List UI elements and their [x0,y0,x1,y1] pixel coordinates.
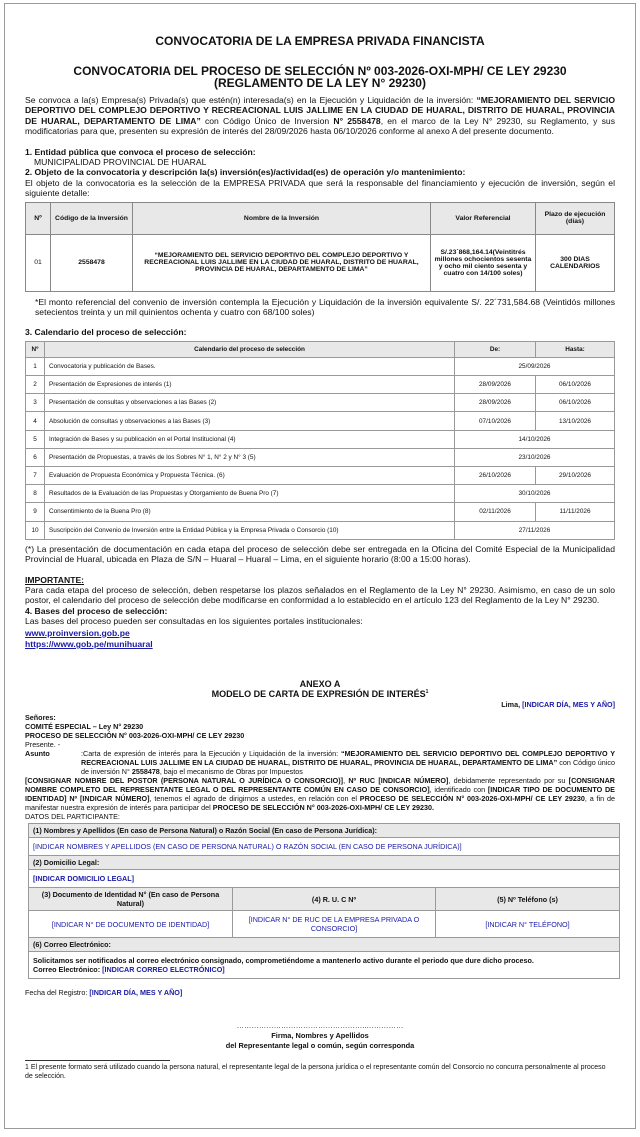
letter-postor: [CONSIGNAR NOMBRE DEL POSTOR (PERSONA NATURAL O JURÍDICA O CONSORCIO)] [25,776,344,786]
calendar-row-number: 2 [26,376,45,394]
calendar-row-activity: Presentación de Expresiones de interés (1) [45,376,455,394]
inv-value: S/.23´868,164.14(Veintitrés millones ochocientos sesenta y ocho mil ciento sesenta y cuatro con 14/100 soles) [431,234,536,291]
calendar-row-number: 1 [26,357,45,375]
company-title: CONVOCATORIA DE LA EMPRESA PRIVADA FINANCISTA [155,34,485,48]
inv-number: 01 [26,234,51,291]
calendar-row [26,448,615,466]
intro-cui: N° 2558478 [333,115,381,126]
inv-code: 2558478 [51,234,133,291]
addressee-senores: Señores: [25,713,56,723]
annex-subtitle-text: MODELO DE CARTA DE EXPRESIÓN DE INTERÉS [211,689,426,700]
calendar-row [26,467,615,485]
letter-t5: , a fin de manifestar nuestra expresión de interés para participar del [25,794,615,813]
process-title-line: CONVOCATORIA DEL PROCESO DE SELECCIÓN Nº 003-2026-OXI-MPH/ CE LEY 29230 [73,64,567,78]
investment-header-row [26,202,615,234]
calendar-row-number: 7 [26,467,45,485]
col-value: Valor Referencial [431,202,536,234]
process-title [25,65,615,89]
calendar-row-activity: Suscripción del Convenio de Inversión entre la Entidad Pública y la Empresa Privada o Consorcio (10) [45,521,455,539]
participant-data-title: DATOS DEL PARTICIPANTE: [25,812,120,822]
calendar-row-date: 25/09/2026 [455,357,615,375]
section3-title: 3. Calendario del proceso de selección: [25,327,187,338]
letter-ruc: Nº RUC [INDICAR NÚMERO] [348,776,449,786]
place-date-value: [INDICAR DÍA, MES Y AÑO] [522,700,615,710]
document-page [4,3,636,1129]
calendar-row-date: 14/10/2026 [455,430,615,448]
form-email-block [29,952,620,979]
registry-label: Fecha del Registro: [25,988,90,998]
place-prefix: Lima, [501,700,523,710]
cal-col-activity: Calendario del proceso de selección [45,341,455,357]
form-address-header: (2) Domicilio Legal: [29,856,620,870]
calendar-row-date: 30/10/2026 [455,485,615,503]
form-email-line [33,965,615,974]
calendar-row [26,521,615,539]
calendar-note: (*) La presentación de documentación en cada etapa del proceso de selección debe ser entregada en la Oficina del Comité Especial de la Municipalidad Provincial de Huaral, ubicada en Plaza de S/N – Huaral – Huaral – Lima, en el siguiente horario (8:00 a 15:00 horas). [25,543,615,565]
cal-col-to: Hasta: [536,341,615,357]
calendar-row-to: 06/10/2026 [536,394,615,412]
links-block [25,627,615,650]
col-term: Plazo de ejecución (días) [536,202,615,234]
calendar-row-activity: Evaluación de Propuesta Económica y Propuesta Técnica. (6) [45,467,455,485]
calendar-body [26,357,615,539]
signature-line2: del Representante legal o común, según corresponda [225,1041,415,1051]
asunto-text-3: , bajo el mecanismo de Obras por Impuestos [159,767,303,777]
letter-paragraph [25,776,615,812]
calendar-row-from: 26/10/2026 [455,467,536,485]
form-email-value[interactable]: [INDICAR CORREO ELECTRÓNICO] [102,965,225,975]
calendar-row [26,503,615,521]
calendar-row-from: 07/10/2026 [455,412,536,430]
calendar-row-activity: Absolución de consultas y observaciones a las Bases (3) [45,412,455,430]
form-name-header: (1) Nombres y Apellidos (En caso de Persona Natural) o Razón Social (En caso de Persona Jurídica): [29,824,620,838]
calendar-row-activity: Presentación de consultas y observaciones a las Bases (2) [45,394,455,412]
form-id-header: (3) Documento de Identidad N° (En caso de Persona Natural) [29,888,233,911]
calendar-row-activity: Presentación de Propuestas, a través de los Sobres N° 1, N° 2 y N° 3 (5) [45,448,455,466]
annex-title: ANEXO A [299,679,341,690]
intro-paragraph [25,95,615,137]
calendar-row-number: 6 [26,448,45,466]
registry-value: [INDICAR DÍA, MES Y AÑO] [89,988,183,998]
reference-note: *El monto referencial del convenio de inversión contempla la Ejecución y Liquidación de la inversión equivalente S/. 22´731,584.68 (Veintidós millones setecientos treinta y un mil quinientos ochenta y cuatro con 68/100 soles) [35,296,615,318]
form-ruc-header: (4) R. U. C Nº [233,888,436,911]
presente: Presente. - [25,740,61,750]
section2-text: El objeto de la convocatoria es la selección de la EMPRESA PRIVADA que será la responsable del financiamiento y ejecución de inversión, según el siguiente detalle: [25,177,615,199]
calendar-row-activity: Resultados de la Evaluación de las Propuestas y Otorgamiento de Buena Pro (7) [45,485,455,503]
letter-t1: , [343,776,349,786]
calendar-row [26,412,615,430]
addressee-process: PROCESO DE SELECCIÓN N° 003-2026-OXI-MPH/ CE LEY 29230 [25,731,245,741]
col-code: Código de la Inversión [51,202,133,234]
important-title: IMPORTANTE: [25,574,85,585]
signature-line1: Firma, Nombres y Apellidos [271,1031,369,1041]
asunto-block [25,749,615,776]
footnote: 1 El presente formato será utilizado cuando la persona natural, el representante legal de la persona jurídica o el representante común del Consorcio no concurra personalmente al proceso de selección. [25,1064,606,1081]
col-name: Nombre de la Inversión [133,202,431,234]
form-ruc-value[interactable]: [INDICAR N° DE RUC DE LA EMPRESA PRIVADA O CONSORCIO] [233,911,436,938]
asunto-text-1: :Carta de expresión de interés para la Ejecución y Liquidación de la inversión: [81,749,341,759]
signature-dots: ……………………………………………..…………… [236,1021,404,1031]
calendar-row-activity: Consentimiento de la Buena Pro (8) [45,503,455,521]
form-email-label: Correo Electrónico: [33,965,103,975]
munihuaral-link[interactable]: https://www.gob.pe/munihuaral [25,639,153,649]
calendar-row-activity: Integración de Bases y su publicación en el Portal Institucional (4) [45,430,455,448]
calendar-row-date: 23/10/2026 [455,448,615,466]
intro-text-2: con Código Único de Inversion [200,115,334,126]
calendar-row [26,485,615,503]
calendar-row [26,430,615,448]
addressee-committee: COMITÉ ESPECIAL – Ley N° 29230 [25,722,144,732]
important-text: Para cada etapa del proceso de selección, deben respetarse los plazos señalados en el Reglamento de la Ley N° 29230. Asimismo, en caso de un solo postor, el calendario del proceso de selección debe modificarse en conformidad a lo establecido en el artículo 123 del Reglamento de la Ley N° 29230. [25,584,615,606]
form-email-header: (6) Correo Electrónico: [29,938,620,952]
col-number: Nº [26,202,51,234]
signature-block [25,1021,615,1051]
asunto-project: “MEJORAMIENTO DEL SERVICIO DEPORTIVO DEL COMPLEJO DEPORTIVO Y RECREACIONAL LUIS JALLIME EN LA CIUDAD DE HUARAL, DISTRITO DE HUARAL, PROVINCIA DE HUARAL, DEPARTAMENTO DE LIMA” [81,749,615,768]
form-notify-text: Solicitamos ser notificados al correo electrónico consignado, comprometiéndome a mantenerlo activo durante el periodo que dure dicho proceso. [33,956,534,966]
letter-t2: , debidamente representado por su [448,776,569,786]
asunto-label: Asunto [25,749,50,759]
calendar-row-number: 10 [26,521,45,539]
asunto-text [81,749,615,776]
intro-text-1: Se convoca a la(s) Empresa(s) Privada(s) que estén(n) interesada(s) en la Ejecución y Liquidación de la inversión: [25,95,477,105]
letter-process-1: PROCESO DE SELECCIÓN N° 003-2026-OXI-MPH/ CE LEY 29230 [359,794,585,804]
cal-col-number: Nº [26,341,45,357]
calendar-row-number: 8 [26,485,45,503]
letter-t3: , identificado con [429,785,488,795]
form-phone-header: (5) Nº Teléfono (s) [436,888,620,911]
calendar-row-number: 9 [26,503,45,521]
asunto-text-2: con Código único de inversión N° [81,758,615,777]
letter-id-doc: [INDICAR TIPO DE DOCUMENTO DE IDENTIDAD] Nº [INDICAR NÚMERO] [25,785,615,804]
calendar-row-to: 06/10/2026 [536,376,615,394]
regulation-title: (REGLAMENTO DE LA LEY N° 29230) [214,76,426,90]
calendar-row-to: 29/10/2026 [536,467,615,485]
calendar-row-from: 28/09/2026 [455,376,536,394]
calendar-row-from: 02/11/2026 [455,503,536,521]
letter-representative: [CONSIGNAR NOMBRE COMPLETO DEL REPRESENTANTE LEGAL O DEL REPRESENTANTE COMÚN EN CASO DE CONSORCIO] [25,776,615,795]
intro-project-name: “MEJORAMIENTO DEL SERVICIO DEPORTIVO DEL COMPLEJO DEPORTIVO Y RECREACIONAL LUIS JALLIME EN LA CIUDAD DE HUARAL, DISTRITO DE HUARAL, PROVINCIA DE HUARAL, DEPARTAMENTO DE LIMA” [25,95,616,126]
form-id-value[interactable]: [INDICAR N° DE DOCUMENTO DE IDENTIDAD] [29,911,233,938]
calendar-row-to: 11/11/2026 [536,503,615,521]
section4-title: 4. Bases del proceso de selección: [25,605,168,616]
asunto-cui: 2558478 [131,767,160,777]
intro-text-3: , en el marco de la Ley N° 29230, su Reglamento, y sus modificatorias para que, presenten su expresión de interés del 28/09/2026 hasta 06/10/2026 conforme al anexo A del presente documento. [25,115,615,137]
section2-title: 2. Objeto de la convocatoria y descripción la(s) inversión(es)/actividad(es) de operación y/o mantenimiento: [25,167,466,178]
calendar-header-row [26,341,615,357]
section1-value: MUNICIPALIDAD PROVINCIAL DE HUARAL [34,157,207,168]
calendar-row-to: 13/10/2026 [536,412,615,430]
annex-subtitle [25,689,615,699]
proinversion-link[interactable]: www.proinversion.gob.pe [25,627,130,638]
calendar-table [25,341,615,540]
form-address-value[interactable]: [INDICAR DOMICILIO LEGAL] [29,870,620,888]
calendar-row-date: 27/11/2026 [455,521,615,539]
registry-date [25,988,615,997]
investment-table [25,202,615,292]
inv-name: “MEJORAMIENTO DEL SERVICIO DEPORTIVO DEL COMPLEJO DEPORTIVO Y RECREACIONAL LUIS JALLIME EN LA CIUDAD DE HUARAL, DISTRITO DE HUARAL, PROVINCIA DE HUARAL, DEPARTAMENTO DE LIMA” [133,234,431,291]
annex-footnote-ref: 1 [425,689,429,696]
calendar-row-activity: Convocatoria y publicación de Bases. [45,357,455,375]
form-name-value[interactable]: [INDICAR NOMBRES Y APELLIDOS (EN CASO DE PERSONA NATURAL) O RAZÓN SOCIAL (EN CASO DE PERSONA JURÍDICA)] [29,838,620,856]
calendar-row [26,394,615,412]
place-date [25,700,615,709]
letter-process-2: PROCESO DE SELECCIÓN N° 003-2026-OXI-MPH/ CE LEY 29230. [212,803,435,813]
participant-form [28,823,620,979]
calendar-row-number: 4 [26,412,45,430]
calendar-row-number: 3 [26,394,45,412]
inv-term: 300 DIAS CALENDARIOS [536,234,615,291]
section1-title: 1. Entidad pública que convoca el proceso de selección: [25,146,256,157]
calendar-row-number: 5 [26,430,45,448]
calendar-row [26,376,615,394]
investment-row [26,234,615,291]
form-phone-value[interactable]: [INDICAR N° TELÉFONO] [436,911,620,938]
footnote-rule [25,1060,170,1061]
cal-col-from: De: [455,341,536,357]
letter-t4: , tenemos el agrado de dirigirnos a ustedes, en relación con el [149,794,360,804]
calendar-row-from: 28/09/2026 [455,394,536,412]
calendar-row [26,357,615,375]
section4-text: Las bases del proceso pueden ser consultadas en los siguientes portales institucionales: [25,616,363,627]
